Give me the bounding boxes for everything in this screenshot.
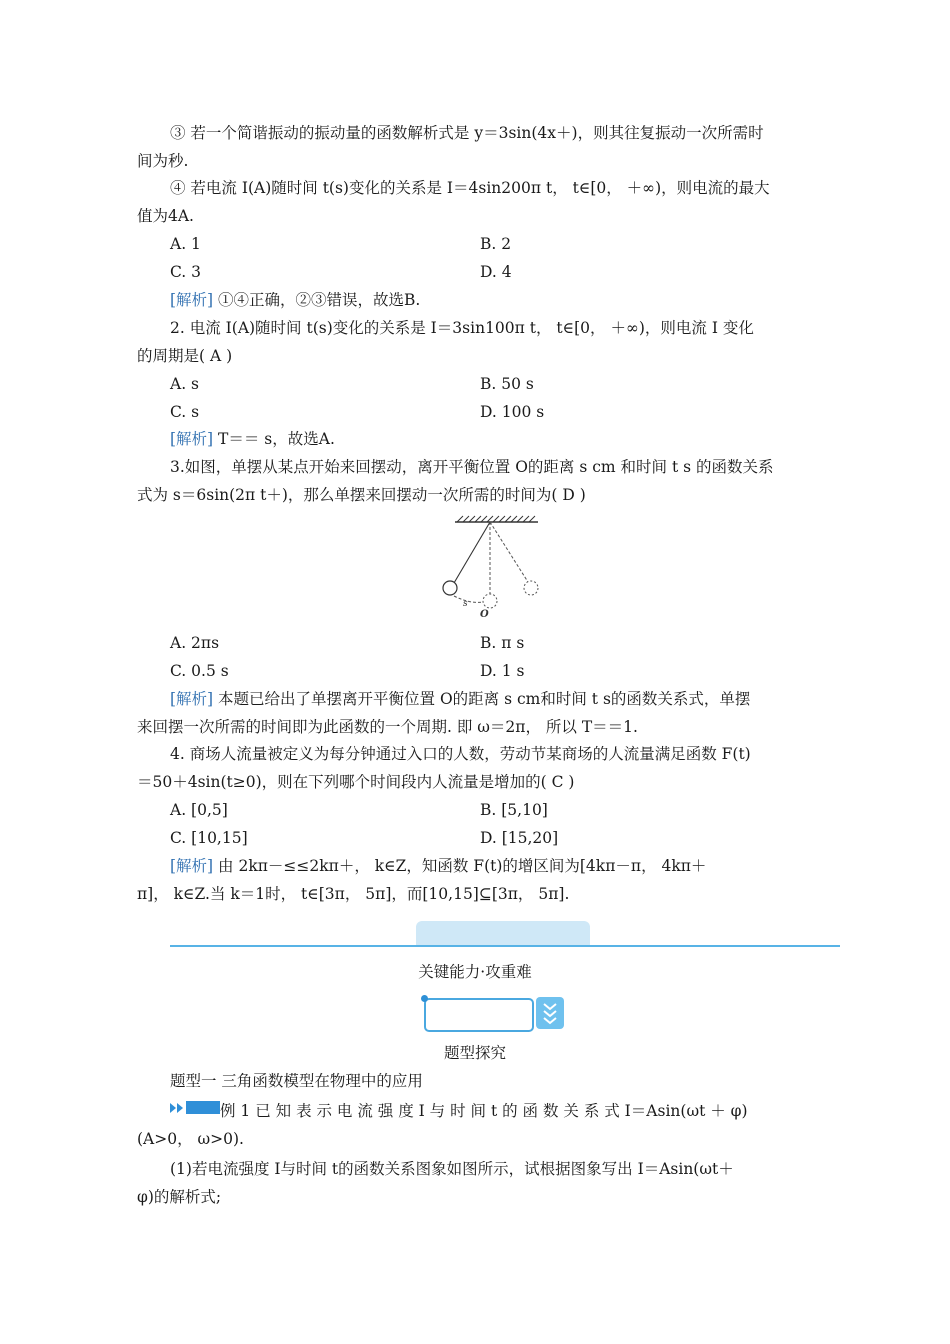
q2-line2: 的周期是( A ) xyxy=(137,347,233,365)
q4-analysis-line1 xyxy=(170,856,706,876)
q1-item4-line2: 值为4A. xyxy=(137,207,194,225)
pendulum-figure xyxy=(430,512,550,622)
example1-part1-line2: φ)的解析式; xyxy=(137,1188,222,1206)
q2-option-b: B. 50 s xyxy=(480,375,534,393)
label-s: s xyxy=(463,599,468,609)
q2-line1: 2. 电流 I(A)随时间 t(s)变化的关系是 I＝3sin100π t， t∈[0， ＋∞)，则电流 I 变化 xyxy=(170,319,754,337)
q1-item3-line1: ③ 若一个简谐振动的振动量的函数解析式是 y＝3sin(4x＋)，则其往复振动一次所需时 xyxy=(170,124,764,142)
q3-line2: 式为 s＝6sin(2π t＋)，那么单摆来回摆动一次所需的时间为( D ) xyxy=(137,486,586,504)
chevron-down-icon xyxy=(536,997,564,1029)
section-band-line xyxy=(170,945,840,947)
q3-option-b: B. π s xyxy=(480,634,525,652)
pendulum-bob-center xyxy=(483,594,497,608)
q2-analysis xyxy=(170,429,335,449)
q3-option-d: D. 1 s xyxy=(480,662,525,680)
example1-part1-line1: (1)若电流强度 I与时间 t的函数关系图象如图所示，试根据图象写出 I＝Asin(ωt＋ xyxy=(170,1160,734,1178)
analysis-text: 本题已给出了单摆离开平衡位置 O的距离 s cm和时间 t s的函数关系式，单摆 xyxy=(213,690,751,708)
q1-option-a: A. 1 xyxy=(170,235,201,253)
type-explore-frame xyxy=(424,998,534,1032)
q4-option-a: A. [0,5] xyxy=(170,801,228,819)
analysis-text: 由 2kπ－≤≤2kπ＋， k∈Z，知函数 F(t)的增区间为[4kπ－π， 4kπ＋ xyxy=(213,857,707,875)
example-tag-bar xyxy=(186,1101,220,1114)
q1-analysis xyxy=(170,290,420,310)
q3-option-a: A. 2πs xyxy=(170,634,220,652)
section-subtitle: 题型探究 xyxy=(443,1044,506,1062)
q1-item4-line1: ④ 若电流 I(A)随时间 t(s)变化的关系是 I＝4sin200π t， t∈[0， ＋∞)，则电流的最大 xyxy=(170,179,770,197)
q4-analysis-line2: π]， k∈Z.当 k＝1时， t∈[3π， 5π]，而[10,15]⊆[3π， 5π]. xyxy=(137,885,570,903)
section-title: 关键能力·攻重难 xyxy=(418,963,532,981)
q3-analysis-line2: 来回摆一次所需的时间即为此函数的一个周期. 即 ω＝2π， 所以 T＝＝1. xyxy=(137,718,638,736)
q1-option-c: C. 3 xyxy=(170,263,202,281)
q3-option-c: C. 0.5 s xyxy=(170,662,229,680)
frame-dot-icon xyxy=(421,995,428,1002)
q4-line2: ＝50＋4sin(t≥0)，则在下列哪个时间段内人流量是增加的( C ) xyxy=(137,773,575,791)
example1-line1: 例 1 已 知 表 示 电 流 强 度 I 与 时 间 t 的 函 数 关 系 式 I＝Asin(ωt ＋ φ) xyxy=(220,1102,748,1120)
q1-option-d: D. 4 xyxy=(480,263,512,281)
q4-line1: 4. 商场人流量被定义为每分钟通过入口的人数，劳动节某商场的人流量满足函数 F(t) xyxy=(170,745,751,763)
analysis-tag: [解析] xyxy=(170,291,214,309)
q2-option-c: C. s xyxy=(170,403,200,421)
q4-option-b: B. [5,10] xyxy=(480,801,548,819)
q2-option-d: D. 100 s xyxy=(480,403,545,421)
analysis-text: T＝＝ s，故选A. xyxy=(213,430,335,448)
q2-option-a: A. s xyxy=(170,375,200,393)
pendulum-bob-right xyxy=(524,581,538,595)
q3-line1: 3.如图，单摆从某点开始来回摆动，离开平衡位置 O的距离 s cm 和时间 t s 的函数关系 xyxy=(170,458,774,476)
double-arrow-icon xyxy=(170,1101,186,1115)
pendulum-bob-left xyxy=(443,581,457,595)
example1-line2: (A>0， ω>0). xyxy=(137,1130,244,1148)
q4-option-d: D. [15,20] xyxy=(480,829,559,847)
analysis-tag: [解析] xyxy=(170,690,214,708)
analysis-tag: [解析] xyxy=(170,857,214,875)
ceiling-hatch xyxy=(457,516,535,522)
chevron-down-glyph xyxy=(536,997,564,1029)
pendulum-string-right xyxy=(490,522,528,582)
q1-item3-line2: 间为秒. xyxy=(137,152,189,170)
q1-option-b: B. 2 xyxy=(480,235,512,253)
pendulum-string-left xyxy=(454,522,490,583)
q3-analysis-line1 xyxy=(170,689,750,709)
label-o: O xyxy=(480,609,489,620)
type-heading: 题型一 三角函数模型在物理中的应用 xyxy=(170,1072,423,1090)
swing-arc xyxy=(454,596,483,602)
analysis-text: ①④正确，②③错误，故选B. xyxy=(213,291,421,309)
q4-option-c: C. [10,15] xyxy=(170,829,248,847)
section-band-tab xyxy=(416,921,590,946)
analysis-tag: [解析] xyxy=(170,430,214,448)
